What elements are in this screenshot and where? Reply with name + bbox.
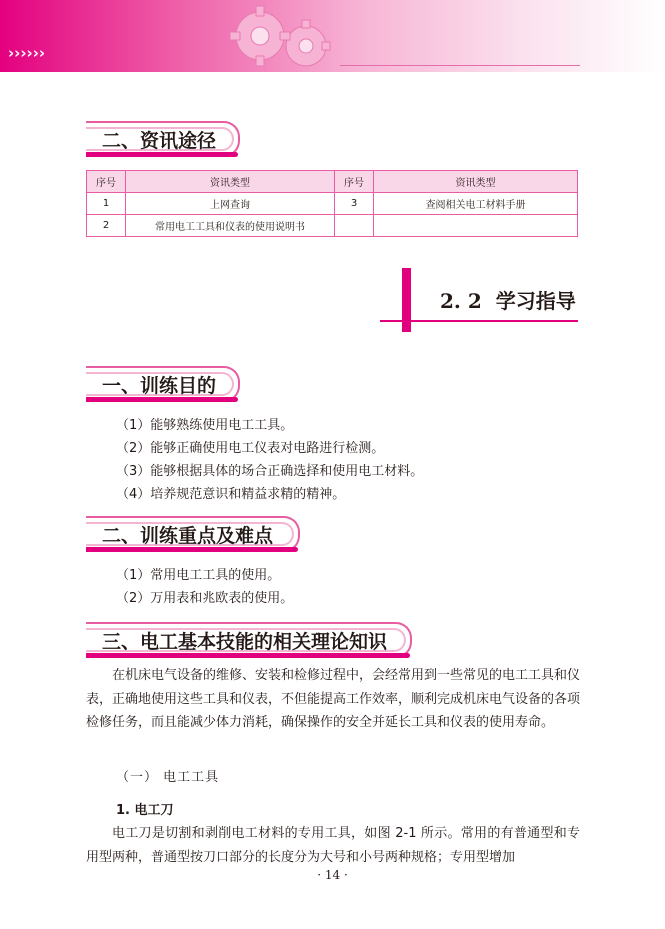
- subheading-tools: （一） 电工工具: [116, 770, 220, 785]
- section-heading-goal: 一、训练目的: [86, 366, 240, 402]
- guide-title: [440, 285, 576, 314]
- table-cell: 3: [335, 193, 374, 215]
- table-cell: 上网查询: [126, 193, 335, 215]
- knife-paragraph: 电工刀是切割和剥削电工材料的专用工具，如图 2-1 所示。常用的有普通型和专用型两种，普通型按刀口部分的长度分为大号和小号两种规格；专用型增加: [86, 826, 580, 865]
- guide-title-text: 学习指导: [495, 289, 576, 313]
- section-heading-theory: 三、电工基本技能的相关理论知识: [86, 622, 412, 658]
- theory-paragraph: 在机床电气设备的维修、安装和检修过程中，会经常用到一些常见的电工工具和仪表，正确地使用这些工具和仪表，不但能提高工作效率，顺利完成机床电气设备的各项检修任务，而且能减少体力消耗，确保操作的安全并延长工具和仪表的使用寿命。: [86, 668, 581, 730]
- section-heading-focus: 二、训练重点及难点: [86, 516, 300, 552]
- gear-icon: [222, 2, 342, 72]
- header-line: [340, 65, 580, 66]
- guide-number: 2. 2: [440, 289, 482, 313]
- list-item: （1）能够熟练使用电工工具。: [116, 418, 294, 433]
- table-header-cell: 序号: [87, 171, 126, 193]
- table-cell: 查阅相关电工材料手册: [374, 193, 578, 215]
- page-number: · 14 ·: [317, 868, 348, 882]
- table-cell: 2: [87, 215, 126, 237]
- table-header-cell: 资讯类型: [126, 171, 335, 193]
- table-row: [87, 215, 578, 237]
- list-item: （4）培养规范意识和精益求精的精神。: [116, 487, 346, 502]
- table-row: [87, 193, 578, 215]
- section-heading-info: 二、资讯途径: [86, 121, 240, 157]
- table-cell: [374, 215, 578, 237]
- guide-underline: [380, 320, 578, 322]
- table-header-row: [87, 171, 578, 193]
- info-table: [86, 170, 578, 237]
- table-header-cell: 资讯类型: [374, 171, 578, 193]
- table-cell: [335, 215, 374, 237]
- list-item: （1）常用电工工具的使用。: [116, 568, 281, 583]
- table-header-cell: 序号: [335, 171, 374, 193]
- header-arrows: ››››››: [8, 44, 46, 62]
- list-item: （2）能够正确使用电工仪表对电路进行检测。: [116, 441, 385, 456]
- guide-vertical-bar: [402, 268, 411, 332]
- list-item: （3）能够根据具体的场合正确选择和使用电工材料。: [116, 464, 424, 479]
- table-cell: 1: [87, 193, 126, 215]
- table-cell: 常用电工工具和仪表的使用说明书: [126, 215, 335, 237]
- list-item: （2）万用表和兆欧表的使用。: [116, 591, 294, 606]
- item-heading-knife: 1. 电工刀: [116, 803, 174, 818]
